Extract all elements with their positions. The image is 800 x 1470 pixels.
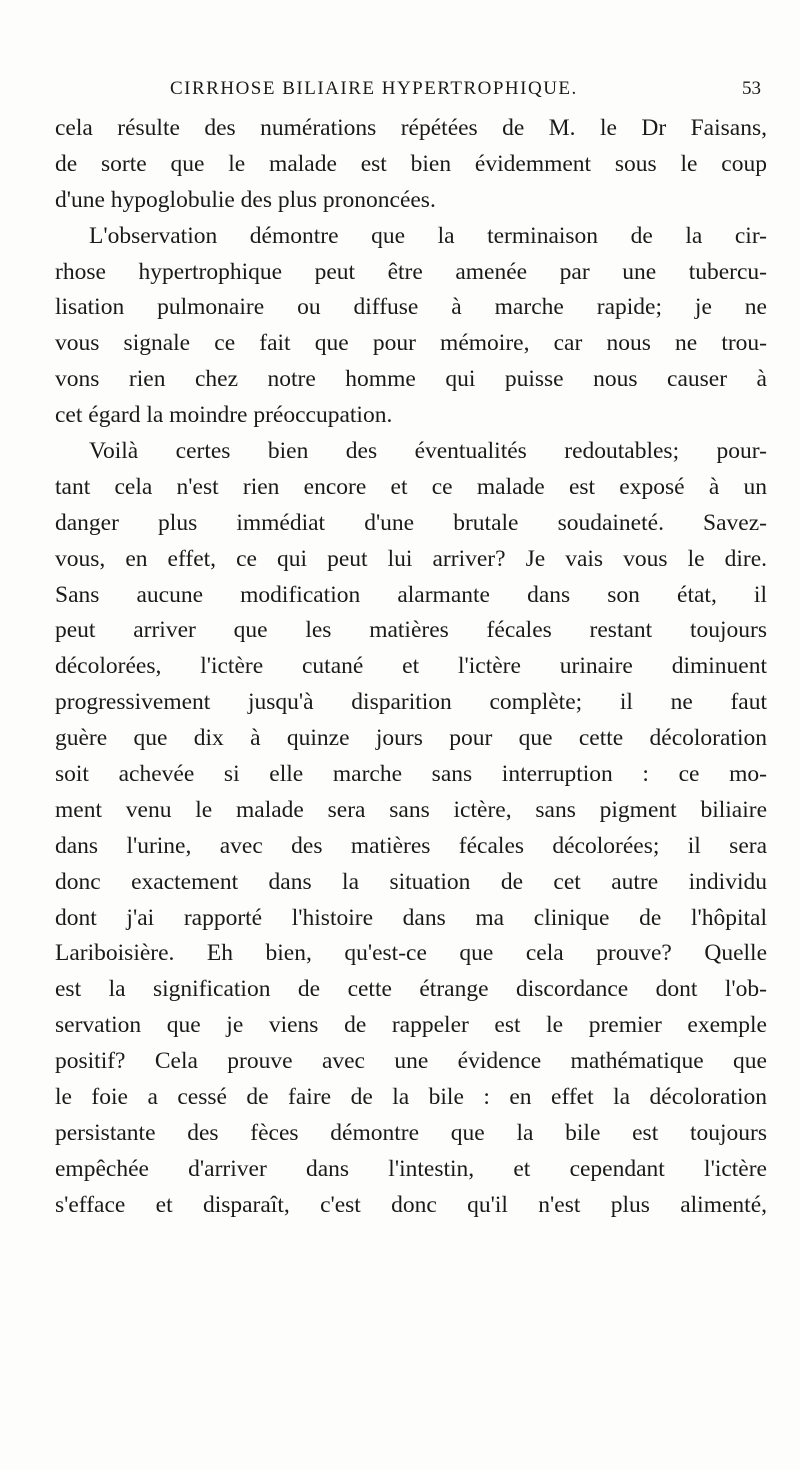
text-line: persistante des fèces démontre que la bile est toujours bbox=[55, 1119, 767, 1146]
text-line: dans l'urine, avec des matières fécales décolorées; il sera bbox=[55, 832, 767, 859]
body-text bbox=[55, 111, 767, 1224]
text-line: danger plus immédiat d'une brutale soudaineté. Savez- bbox=[55, 509, 767, 536]
page-number: 53 bbox=[742, 78, 761, 99]
text-line: guère que dix à quinze jours pour que cette décoloration bbox=[55, 725, 767, 752]
text-line: de sorte que le malade est bien évidemment sous le coup bbox=[55, 150, 767, 177]
text-line: Sans aucune modification alarmante dans son état, il bbox=[55, 581, 767, 608]
text-line: L'observation démontre que la terminaison de la cir- bbox=[89, 222, 767, 249]
running-head: CIRRHOSE BILIAIRE HYPERTROPHIQUE. bbox=[170, 78, 578, 99]
text-line: progressivement jusqu'à disparition complète; il ne faut bbox=[55, 689, 767, 716]
text-line: ment venu le malade sera sans ictère, sans pigment biliaire bbox=[55, 796, 767, 823]
text-line: tant cela n'est rien encore et ce malade est exposé à un bbox=[55, 473, 767, 500]
text-line: vous signale ce fait que pour mémoire, car nous ne trou- bbox=[55, 330, 767, 357]
text-line: Voilà certes bien des éventualités redoutables; pour- bbox=[89, 438, 767, 465]
text-line: Lariboisière. Eh bien, qu'est-ce que cela prouve? Quelle bbox=[55, 940, 767, 967]
text-line: s'efface et disparaît, c'est donc qu'il n'est plus alimenté, bbox=[55, 1191, 767, 1218]
text-line: soit achevée si elle marche sans interruption : ce mo- bbox=[55, 761, 767, 788]
text-line: rhose hypertrophique peut être amenée par une tubercu- bbox=[55, 258, 767, 285]
text-line: vons rien chez notre homme qui puisse nous causer à bbox=[55, 366, 767, 393]
text-line: cet égard la moindre préoccupation. bbox=[55, 402, 393, 429]
text-line: vous, en effet, ce qui peut lui arriver? Je vais vous le dire. bbox=[55, 545, 767, 572]
text-line: le foie a cessé de faire de la bile : en effet la décoloration bbox=[55, 1084, 767, 1111]
text-line: empêchée d'arriver dans l'intestin, et cependant l'ictère bbox=[55, 1155, 767, 1182]
text-line: donc exactement dans la situation de cet autre individu bbox=[55, 868, 767, 895]
text-line: d'une hypoglobulie des plus prononcées. bbox=[55, 186, 436, 213]
text-line: peut arriver que les matières fécales restant toujours bbox=[55, 617, 767, 644]
text-line: dont j'ai rapporté l'histoire dans ma clinique de l'hôpital bbox=[55, 904, 767, 931]
text-line: lisation pulmonaire ou diffuse à marche rapide; je ne bbox=[55, 294, 767, 321]
text-line: positif? Cela prouve avec une évidence mathématique que bbox=[55, 1048, 767, 1075]
text-line: est la signification de cette étrange discordance dont l'ob- bbox=[55, 976, 767, 1003]
text-line: cela résulte des numérations répétées de M. le Dr Faisans, bbox=[55, 115, 767, 141]
text-line: servation que je viens de rappeler est le premier exemple bbox=[55, 1012, 767, 1039]
text-line: décolorées, l'ictère cutané et l'ictère urinaire diminuent bbox=[55, 653, 767, 680]
